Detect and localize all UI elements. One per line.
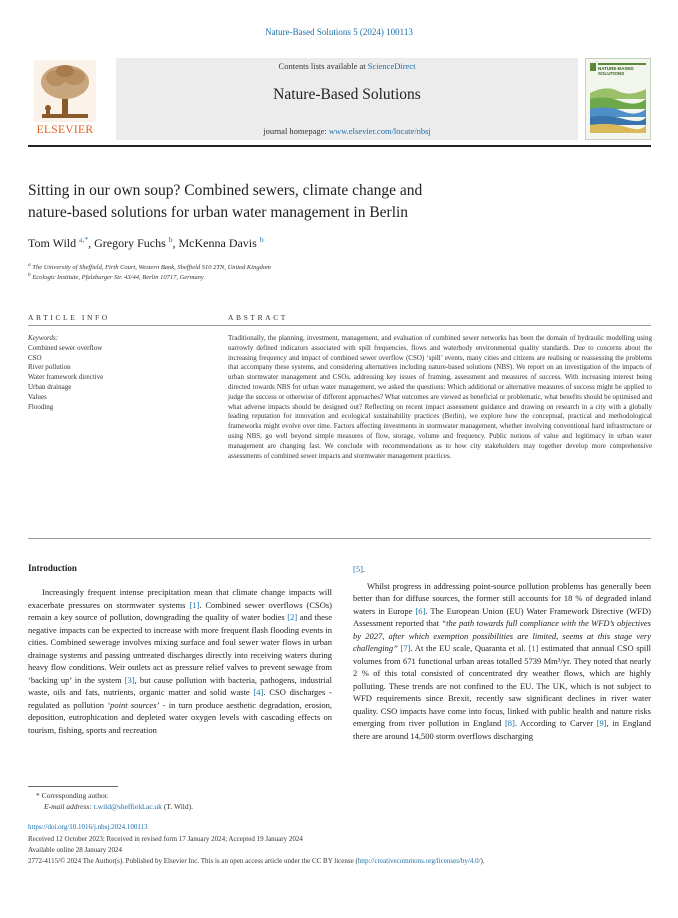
journal-info-box xyxy=(116,58,578,140)
abstract-label: ABSTRACT xyxy=(228,313,288,322)
keyword: Flooding xyxy=(28,402,54,411)
text-run: , in England there are around 14,500 storm overflows discharging xyxy=(353,718,651,741)
keywords-list xyxy=(28,334,208,412)
footnote-rule xyxy=(28,786,118,787)
text-run: . Combined sewer overflows (CSOs) remain a key source of pollution, downgrading the quality of water bodies xyxy=(28,599,332,622)
affiliation: $^a$ The University of Sheffield, Firth Court, Western Bank, Sheffield S10 2TN, United Kingdom xyxy=(28,262,271,272)
text-run: . xyxy=(362,564,366,574)
author-name[interactable]: Tom Wild xyxy=(28,236,77,250)
section-rule xyxy=(28,325,651,326)
journal-title[interactable]: Nature-Based Solutions xyxy=(273,86,421,103)
text-run: . At the EU scale, Quaranta et al. xyxy=(410,643,529,653)
keyword: Values xyxy=(28,392,47,401)
author-affiliation-marker[interactable]: b xyxy=(259,235,264,244)
body-paragraph xyxy=(353,580,651,743)
keyword: Water framework directive xyxy=(28,373,104,382)
citation-link[interactable]: [8] xyxy=(504,718,515,728)
author-affiliation-marker[interactable]: b xyxy=(168,235,173,244)
author-name[interactable]: McKenna Davis xyxy=(178,236,257,250)
article-title: Sitting in our own soup? Combined sewers, climate change and nature-based solutions for urban water management in Berlin xyxy=(28,182,423,221)
keywords-heading: Keywords: xyxy=(28,334,59,342)
emphasized-text: “the path towards full compliance with the WFD’s objectives by 2027, after which exemption possibilities are limited, seems at this stage very challenging” xyxy=(353,618,651,653)
citation-link[interactable]: [6] xyxy=(415,605,426,616)
journal-masthead xyxy=(28,58,651,140)
citation-link[interactable]: [3] xyxy=(124,674,135,685)
journal-homepage: journal homepage: www.elsevier.com/locate/nbsj xyxy=(263,126,431,136)
journal-reference[interactable]: Nature-Based Solutions 5 (2024) 100113 xyxy=(265,27,413,37)
citation-link[interactable]: [1] xyxy=(528,643,539,653)
license-link[interactable]: http://creativecommons.org/licenses/by/4.0/ xyxy=(357,857,481,865)
author-affiliation-marker[interactable]: a,* xyxy=(79,235,89,244)
text-run: - in turn produce aesthetic degradation, erosion, deposition, eutrophication and depleted water oxygen levels with cascading effects on tourism, fishing, sports and recreation xyxy=(28,699,332,735)
license-note: 2772-4115/© 2024 The Author(s). Published by Elsevier Inc. This is an open access article under the CC BY license (http://creativecommons.org/licenses/by/4.0/). xyxy=(28,857,485,865)
text-run: , but cause pollution with bacteria, pathogens, industrial waste, oils and fats, nutrients, organic matter and solid waste xyxy=(28,674,333,697)
body-column-right xyxy=(353,563,651,742)
body-paragraph xyxy=(28,586,332,736)
elsevier-tree-icon xyxy=(34,60,96,122)
email-link[interactable]: t.wild@sheffield.ac.uk xyxy=(93,802,162,811)
text-run: and these negative impacts can be expected to increase with more frequent flash flooding events in cities. Combined sewerage involves mixing surface and foul sewer water flows in urban drainage systems and passing untreated discharges directly into receiving waters during heavy flow conditions. Weir outlets act as pressure relief valves to prevent sewage from ‘backing up’ in the system xyxy=(28,612,332,685)
citation-link[interactable]: [4] xyxy=(253,687,264,697)
available-online: Available online 28 January 2024 xyxy=(28,846,122,854)
body-column-left xyxy=(28,586,332,736)
corresponding-author-note: * Corresponding author. xyxy=(36,791,109,800)
received-dates: Received 12 October 2023; Received in revised form 17 January 2024; Accepted 19 January 2024 xyxy=(28,835,303,843)
body-paragraph-continued xyxy=(353,563,651,576)
citation-link[interactable]: [1] xyxy=(189,599,200,610)
contents-line: Contents lists available at ScienceDirect xyxy=(278,61,416,71)
text-run: estimated that annual CSO spill volumes from 671 functional urban areas totalled 5739 Mm³/yr. They noted that nearly 2 % of this total consisted of concentrated dry weather flows, which are highly polluting. These trends are not confined to the EU. The UK, which is not subject to WFD requirements since Brexit, recently saw significant declines in river water quality. CSO impacts have come into focus, linked with public health and nature risks emerging from river pollution in England xyxy=(353,643,652,728)
text-run: . The European Union (EU) Water Framework Directive (WFD) Assessment reported that xyxy=(353,605,651,628)
abstract-text: Traditionally, the planning, investment, management, and evaluation of combined sewer networks has been the domain of hydraulic modelling using narrowly defined indicators associated with spill frequencies, flows and waterbody environmental quality standards. Due to concerns about the increasing frequency and impact of combined sewer overflow (CSO) ‘spill’ events, many cities and citizens are realising or reassessing the problems that accompany these systems, and considering alternatives including nature-based solutions (NBS). We report on an investigation of the impacts of urban stormwater management and CSOs, addressing key issues of framing, assessment and measures of success. With increasing interest being directed towards NBS for urban water management, we asked the questions: Which additional or alternative measures of success might be applied to judge the success or otherwise of different approaches? What outcomes are viewed as beneficial or problematic, what benefits should be optimised and what adverse impacts should be designed out? Reflecting on recent impact assessment guidance and drawing on research in a city with a globally leading reputation for innovation and ecological sustainability practices (Berlin), we explore how the conceptual, practical and methodological frameworks might evolve over time. Factors affecting investments in stormwater management, whether involving conventional hard infrastructure or using NBS, go well beyond simple measures of flow, storage, volume and frequency. Public notions of value and legitimacy in urban water management are changing fast. We conclude with recommendations as to how city stakeholders may together develop more comprehensive assessments of combined sewer impacts and stormwater management practices. xyxy=(228,334,652,460)
text-run: Increasingly frequent intense precipitation mean that climate change impacts will exacerbate pressures on stormwater systems xyxy=(28,587,332,610)
abstract-end-rule xyxy=(28,538,651,539)
author-name[interactable]: Gregory Fuchs xyxy=(94,236,166,250)
author-list: Tom Wild $^{a,*}$, Gregory Fuchs $^b$, McKenna Davis $^b$ xyxy=(28,235,264,250)
citation-link[interactable]: [5] xyxy=(353,564,363,574)
text-run: Whilst progress in addressing point-source pollution problems has generally been better than for diffuse sources, the former still accounts for 18 % of degraded inland waters in Europe xyxy=(353,580,651,616)
citation-link[interactable]: [9] xyxy=(596,718,607,728)
journal-cover-image[interactable] xyxy=(585,58,651,140)
homepage-link[interactable]: www.elsevier.com/locate/nbsj xyxy=(328,126,431,136)
text-run: . CSO discharges - regulated as pollution xyxy=(28,687,332,710)
sciencedirect-link[interactable]: ScienceDirect xyxy=(367,61,416,71)
affiliation: $^b$ Ecologic Institute, Pfalzburger Str. 43/44, Berlin 10717, Germany xyxy=(28,272,204,282)
elsevier-logo[interactable] xyxy=(28,58,102,140)
section-heading-introduction: Introduction xyxy=(28,563,77,573)
citation-link[interactable]: [7] xyxy=(400,643,411,653)
keyword: Urban drainage xyxy=(28,382,72,391)
keyword: CSO xyxy=(28,353,42,362)
keyword: Combined sewer overflow xyxy=(28,343,103,352)
email-note: E-mail address: t.wild@sheffield.ac.uk (T. Wild). xyxy=(44,802,194,811)
text-run: . According to Carver xyxy=(514,718,597,728)
doi-link[interactable]: https://doi.org/10.1016/j.nbsj.2024.100113 xyxy=(28,823,148,831)
emphasized-text: ‘point sources’ xyxy=(107,699,160,710)
cover-title: NATURE-BASED SOLUTIONS xyxy=(598,66,634,76)
elsevier-wordmark: ELSEVIER xyxy=(36,124,94,136)
citation-link[interactable]: [2] xyxy=(287,612,298,622)
header-rule xyxy=(28,145,651,147)
article-info-label: ARTICLE INFO xyxy=(28,313,110,322)
keyword: River pollution xyxy=(28,363,71,372)
